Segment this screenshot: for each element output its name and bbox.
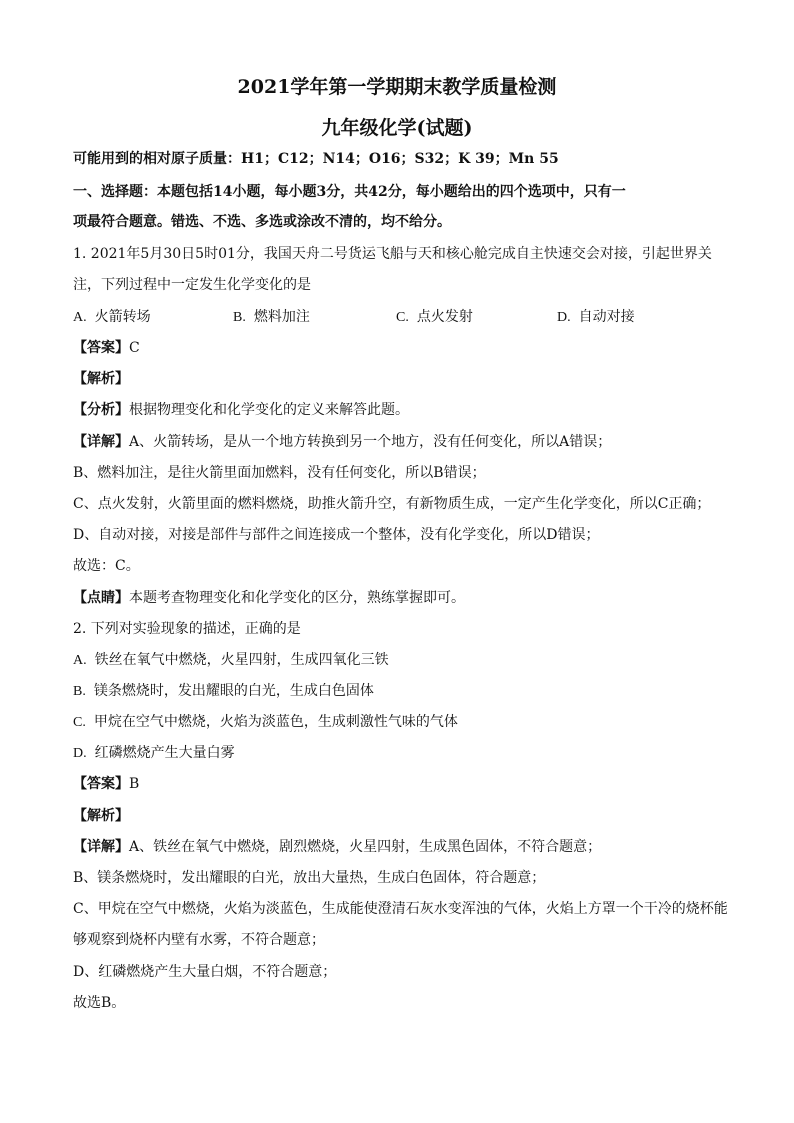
q2-option-b: B. 镁条燃烧时，发出耀眼的白光，生成白色固体 (73, 683, 374, 699)
q2-analysis-heading: 【解析】 (73, 808, 129, 824)
document-subtitle: 九年级化学(试题) (321, 117, 473, 139)
q1-dianjing: 【点睛】本题考查物理变化和化学变化的区分，熟练掌握即可。 (73, 590, 465, 606)
q1-analysis-heading: 【解析】 (73, 371, 129, 387)
q2-answer: 【答案】B (73, 776, 140, 792)
section-instructions-line1: 一、选择题：本题包括14小题，每小题3分，共42分，每小题给出的四个选项中，只有一 (73, 184, 626, 200)
q1-stem-line2: 注，下列过程中一定发生化学变化的是 (73, 277, 311, 293)
q1-fenxi: 【分析】根据物理变化和化学变化的定义来解答此题。 (73, 402, 409, 418)
atomic-masses: 可能用到的相对原子质量：H1；C12；N14；O16；S32；K 39；Mn 55 (73, 151, 559, 167)
q2-stem: 2. 下列对实验现象的描述，正确的是 (73, 621, 301, 637)
q2-option-c: C. 甲烷在空气中燃烧，火焰为淡蓝色，生成刺激性气味的气体 (73, 714, 458, 730)
section-instructions-line2: 项最符合题意。错选、不选、多选或涂改不清的，均不给分。 (73, 214, 451, 230)
document-title: 2021学年第一学期期末教学质量检测 (237, 76, 557, 98)
q2-option-a: A. 铁丝在氧气中燃烧，火星四射，生成四氧化三铁 (73, 652, 389, 668)
q1-detail-d: D、自动对接，对接是部件与部件之间连接成一个整体，没有化学变化，所以D错误； (73, 527, 600, 543)
q1-detail-a: 【详解】A、火箭转场，是从一个地方转换到另一个地方，没有任何变化，所以A错误； (73, 434, 612, 450)
q2-detail-b: B、镁条燃烧时，发出耀眼的白光，放出大量热，生成白色固体，符合题意； (73, 870, 546, 886)
q2-detail-d: D、红磷燃烧产生大量白烟，不符合题意； (73, 964, 337, 980)
q1-stem-line1: 1. 2021年5月30日5时01分，我国天舟二号货运飞船与天和核心舱完成自主快速交会对接，引起世界关 (73, 246, 712, 262)
q1-detail-b: B、燃料加注，是往火箭里面加燃料，没有任何变化，所以B错误； (73, 465, 486, 481)
q1-option-b: B. 燃料加注 (233, 309, 310, 325)
q1-option-d: D. 自动对接 (557, 309, 635, 325)
q1-answer: 【答案】C (73, 340, 140, 356)
q2-conclusion: 故选B。 (73, 995, 126, 1011)
q2-detail-a: 【详解】A、铁丝在氧气中燃烧，剧烈燃烧，火星四射，生成黑色固体，不符合题意； (73, 839, 602, 855)
q2-detail-c-line1: C、甲烷在空气中燃烧，火焰为淡蓝色，生成能使澄清石灰水变浑浊的气体，火焰上方罩一个干冷的烧杯能 (73, 901, 728, 917)
q2-detail-c-line2: 够观察到烧杯内壁有水雾，不符合题意； (73, 932, 325, 948)
q1-option-a: A. 火箭转场 (73, 309, 151, 325)
q1-conclusion: 故选：C。 (73, 558, 140, 574)
q2-option-d: D. 红磷燃烧产生大量白雾 (73, 745, 235, 761)
q1-detail-c: C、点火发射，火箭里面的燃料燃烧，助推火箭升空，有新物质生成，一定产生化学变化，所以C正确； (73, 496, 711, 512)
q1-option-c: C. 点火发射 (396, 309, 473, 325)
